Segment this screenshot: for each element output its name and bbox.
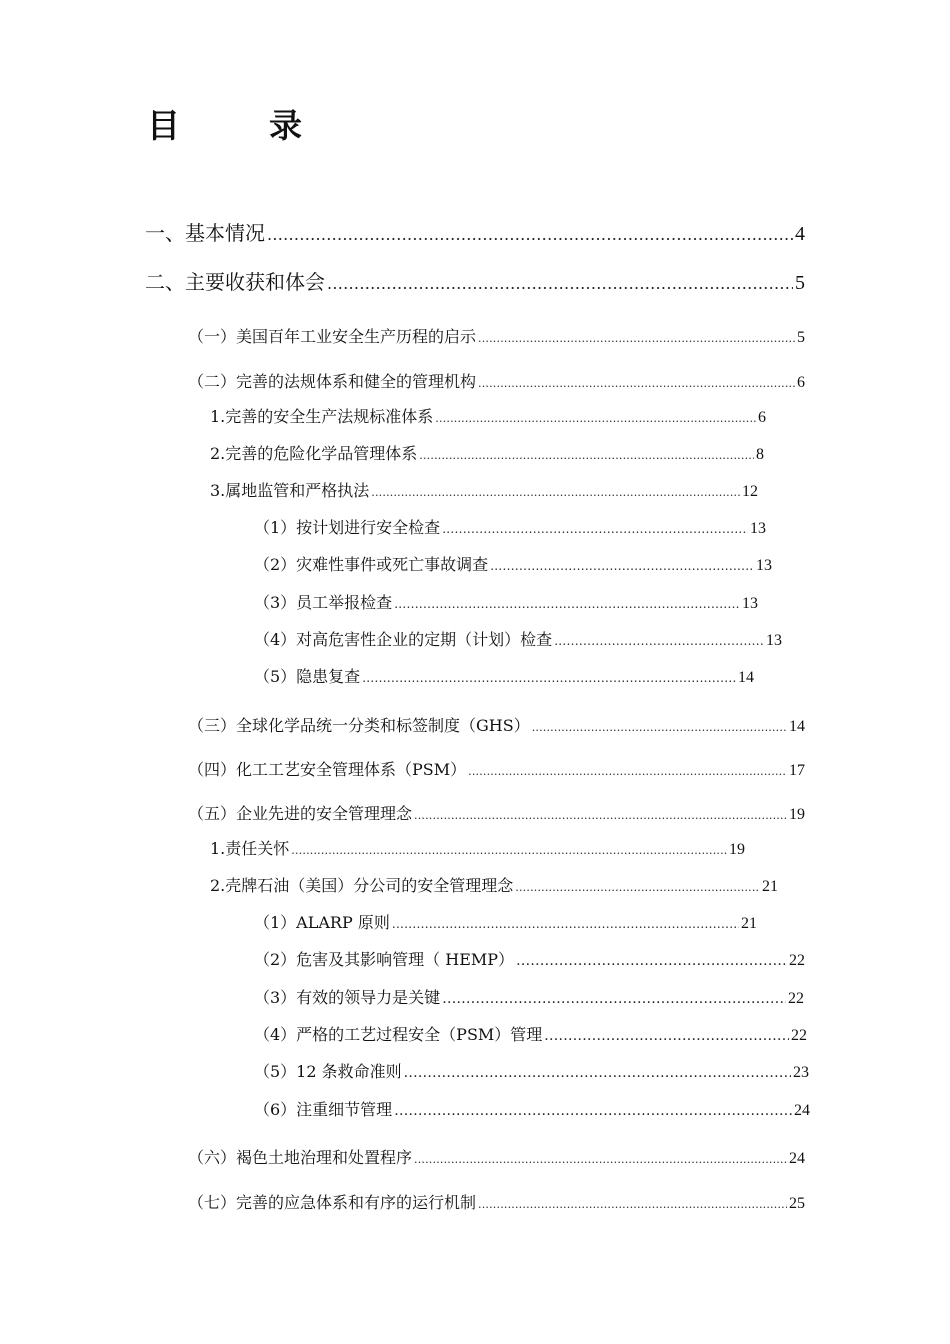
dot-leader [419, 449, 754, 462]
dot-leader [414, 809, 787, 822]
dot-leader [267, 225, 793, 244]
dot-leader [478, 332, 795, 345]
toc-entry[interactable] [188, 369, 805, 392]
toc-entry[interactable] [254, 1022, 807, 1045]
toc-entry-label: （二）完善的法规体系和健全的管理机构 [188, 372, 477, 391]
dot-leader [394, 1103, 792, 1119]
dot-leader [371, 486, 740, 499]
toc-page-number: 6 [758, 409, 766, 426]
toc-entry-label: （1）按计划进行安全检查 [254, 518, 441, 537]
dot-leader [404, 1065, 791, 1081]
toc-page-number: 19 [729, 841, 745, 858]
toc-entry[interactable] [254, 515, 766, 538]
toc-page-number: 22 [791, 1027, 807, 1044]
toc-page-number: 5 [797, 329, 805, 346]
toc-page-number: 12 [742, 483, 758, 500]
dot-leader [435, 412, 756, 425]
toc-entry-label: （五）企业先进的安全管理理念 [188, 804, 413, 823]
toc-entry[interactable] [254, 910, 757, 933]
toc-entry-label: （4）严格的工艺过程安全（PSM）管理 [254, 1025, 543, 1044]
toc-entry-label: （三）全球化学品统一分类和标签制度（GHS） [188, 716, 530, 735]
dot-leader [554, 634, 764, 648]
dot-leader [394, 597, 740, 611]
toc-page-number: 13 [766, 632, 782, 649]
toc-entry-label: （六）褐色土地治理和处置程序 [188, 1148, 413, 1167]
toc-entry[interactable] [210, 441, 764, 464]
toc-entry-label: 二、主要收获和体会 [145, 270, 325, 294]
toc-page-number: 5 [795, 272, 805, 294]
toc-entry[interactable] [145, 217, 805, 246]
toc-entry[interactable] [210, 478, 758, 501]
toc-page-number: 4 [795, 223, 805, 245]
toc-entry[interactable] [210, 404, 766, 427]
dot-leader [490, 559, 754, 573]
dot-leader [442, 522, 748, 536]
toc-entry[interactable] [188, 1145, 805, 1168]
toc-entry-label: （5）12 条救命准则 [254, 1062, 402, 1081]
toc-entry[interactable] [254, 552, 772, 575]
toc-entry[interactable] [188, 324, 805, 347]
dot-leader [291, 844, 727, 857]
toc-entry-label: （4）对高危害性企业的定期（计划）检查 [254, 630, 553, 649]
toc-entry-label: （2）灾难性事件或死亡事故调查 [254, 555, 489, 574]
dot-leader [327, 274, 793, 293]
toc-page-number: 21 [741, 915, 757, 932]
toc-page-number: 13 [742, 595, 758, 612]
toc-entry[interactable] [188, 757, 805, 780]
toc-entry[interactable] [254, 1097, 810, 1120]
toc-page-number: 21 [762, 878, 778, 895]
toc-page-number: 19 [789, 806, 805, 823]
toc-page-number: 8 [756, 446, 764, 463]
dot-leader [478, 377, 795, 390]
toc-entry[interactable] [210, 836, 745, 859]
toc-page-number: 22 [788, 990, 804, 1007]
toc-entry[interactable] [254, 1059, 809, 1082]
toc-page-number: 24 [794, 1102, 810, 1119]
toc-page-number: 13 [750, 520, 766, 537]
toc-entry-label: 2.完善的危险化学品管理体系 [210, 444, 418, 463]
toc-entry-label: （3）有效的领导力是关键 [254, 988, 441, 1007]
toc-page-number: 25 [789, 1195, 805, 1212]
toc-entry-label: 2.壳牌石油（美国）分公司的安全管理理念 [210, 876, 514, 895]
toc-entry-label: 1.责任关怀 [210, 839, 290, 858]
toc-entry-label: （1）ALARP 原则 [254, 913, 390, 932]
toc-entry[interactable] [188, 713, 805, 736]
dot-leader [468, 765, 787, 778]
toc-entry-label: （6）注重细节管理 [254, 1100, 393, 1119]
dot-leader [414, 1153, 787, 1166]
dot-leader [516, 953, 787, 969]
toc-entry[interactable] [254, 947, 805, 970]
toc-page-number: 23 [793, 1064, 809, 1081]
toc-entry-label: （3）员工举报检查 [254, 593, 393, 612]
toc-entry-label: （四）化工工艺安全管理体系（PSM） [188, 760, 467, 779]
toc-entry[interactable] [145, 266, 805, 295]
toc-page-number: 17 [789, 762, 805, 779]
dot-leader [478, 1198, 787, 1211]
toc-entry-label: （一）美国百年工业安全生产历程的启示 [188, 327, 477, 346]
dot-leader [532, 721, 787, 734]
toc-page-number: 14 [738, 669, 754, 686]
toc-entry[interactable] [188, 801, 805, 824]
toc-entry[interactable] [210, 873, 778, 896]
toc-entry[interactable] [188, 1190, 805, 1213]
toc-entry-label: （2）危害及其影响管理（ HEMP） [254, 950, 515, 969]
toc-title: 目 录 [147, 106, 330, 145]
toc-entry[interactable] [254, 590, 758, 613]
toc-page-number: 13 [756, 557, 772, 574]
toc-entry[interactable] [254, 627, 782, 650]
dot-leader [544, 1028, 789, 1044]
toc-page-number: 24 [789, 1150, 805, 1167]
toc-entry-label: 3.属地监管和严格执法 [210, 481, 370, 500]
dot-leader [392, 917, 739, 931]
toc-entry[interactable] [254, 985, 804, 1008]
toc-entry-label: （5）隐患复查 [254, 667, 361, 686]
toc-page-number: 22 [789, 952, 805, 969]
toc-entry-label: （七）完善的应急体系和有序的运行机制 [188, 1193, 477, 1212]
toc-entry[interactable] [254, 664, 754, 687]
toc-page-number: 6 [797, 374, 805, 391]
dot-leader [442, 991, 786, 1007]
dot-leader [362, 671, 736, 685]
dot-leader [515, 881, 760, 894]
toc-entry-label: 1.完善的安全生产法规标准体系 [210, 407, 434, 426]
toc-page-number: 14 [789, 718, 805, 735]
toc-entry-label: 一、基本情况 [145, 221, 265, 245]
